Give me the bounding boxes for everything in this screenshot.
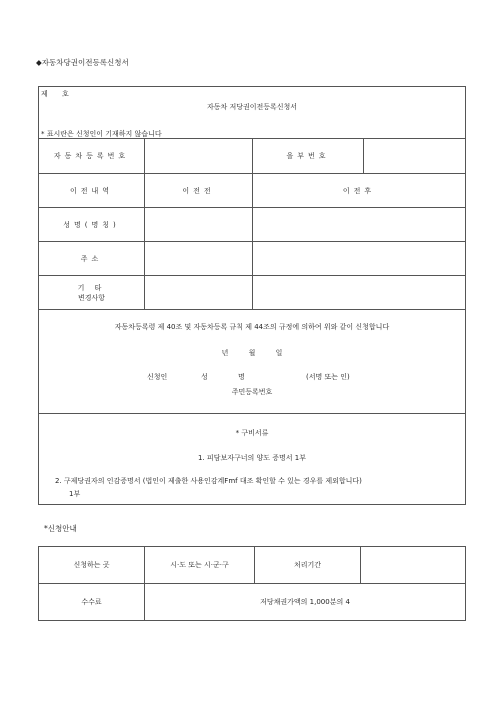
period-label: 처리기간 [255,547,361,584]
fee-value: 저당채권가액의 1,000분의 4 [145,584,466,621]
required-documents-section [39,414,466,505]
other-before-field[interactable] [145,276,253,310]
application-form [38,86,466,505]
form-note: * 표시란은 신청인이 기재하지 않습니다 [41,130,162,138]
declaration-date: 년 월 일 [221,349,283,357]
sub-number-cell [253,139,466,174]
other-changes-label [39,276,145,310]
application-guide-table [38,546,466,621]
other-label-line1: 기 타 [77,283,106,292]
declaration-section [39,310,466,414]
name-label: 성명(명칭) [39,208,145,242]
document-heading: ◆자동차당권이전등록신청서 [36,58,129,67]
guide-label: *신청안내 [44,524,77,533]
address-before-field[interactable] [145,242,253,276]
sub-number-label: 을부번호 [286,152,330,160]
applicant-name-label: 성 명 [201,373,245,381]
form-title: 자동차 저당권이전등록신청서 [206,103,298,111]
fee-label: 수수료 [39,584,145,621]
required-docs-heading: * 구비서류 [235,429,269,437]
reg-number-label: 자동차등록번호 [39,139,145,174]
place-value: 시·도 또는 시·군·구 [145,547,255,584]
required-doc-item-2: 2. 구제당권자의 인감증명서 (법인이 제출한 사용인감계Fmf 대조 확인할 수 있는 경우를 제외합니다) [55,477,362,485]
signature-label: (서명 또는 인) [306,373,350,381]
transfer-details-label: 이전내역 [39,174,145,208]
declaration-text: 자동차등록령 제 40조 및 자동차등록 규칙 제 44조의 규정에 의하여 위와 같이 신청합니다 [114,323,390,331]
before-transfer-label: 이전전 [145,174,253,208]
form-header [39,87,466,139]
reg-number-field[interactable] [145,139,253,174]
other-label-line2: 변경사항 [77,293,106,302]
required-doc-item-2-cont: 1부 [69,490,81,498]
name-after-field[interactable] [253,208,466,242]
other-after-field[interactable] [253,276,466,310]
address-after-field[interactable] [253,242,466,276]
receipt-number-label: 제 호 [41,90,75,98]
name-before-field[interactable] [145,208,253,242]
period-value [361,547,466,584]
place-label: 신청하는 곳 [39,547,145,584]
sub-number-field[interactable] [363,139,465,173]
resident-number-label: 주민등록번호 [231,388,273,396]
after-transfer-label: 이전후 [253,174,466,208]
required-doc-item-1: 1. 피담보자구너의 양도 증명서 1부 [198,454,306,462]
applicant-label: 신청인 [147,373,168,381]
address-label: 주소 [39,242,145,276]
